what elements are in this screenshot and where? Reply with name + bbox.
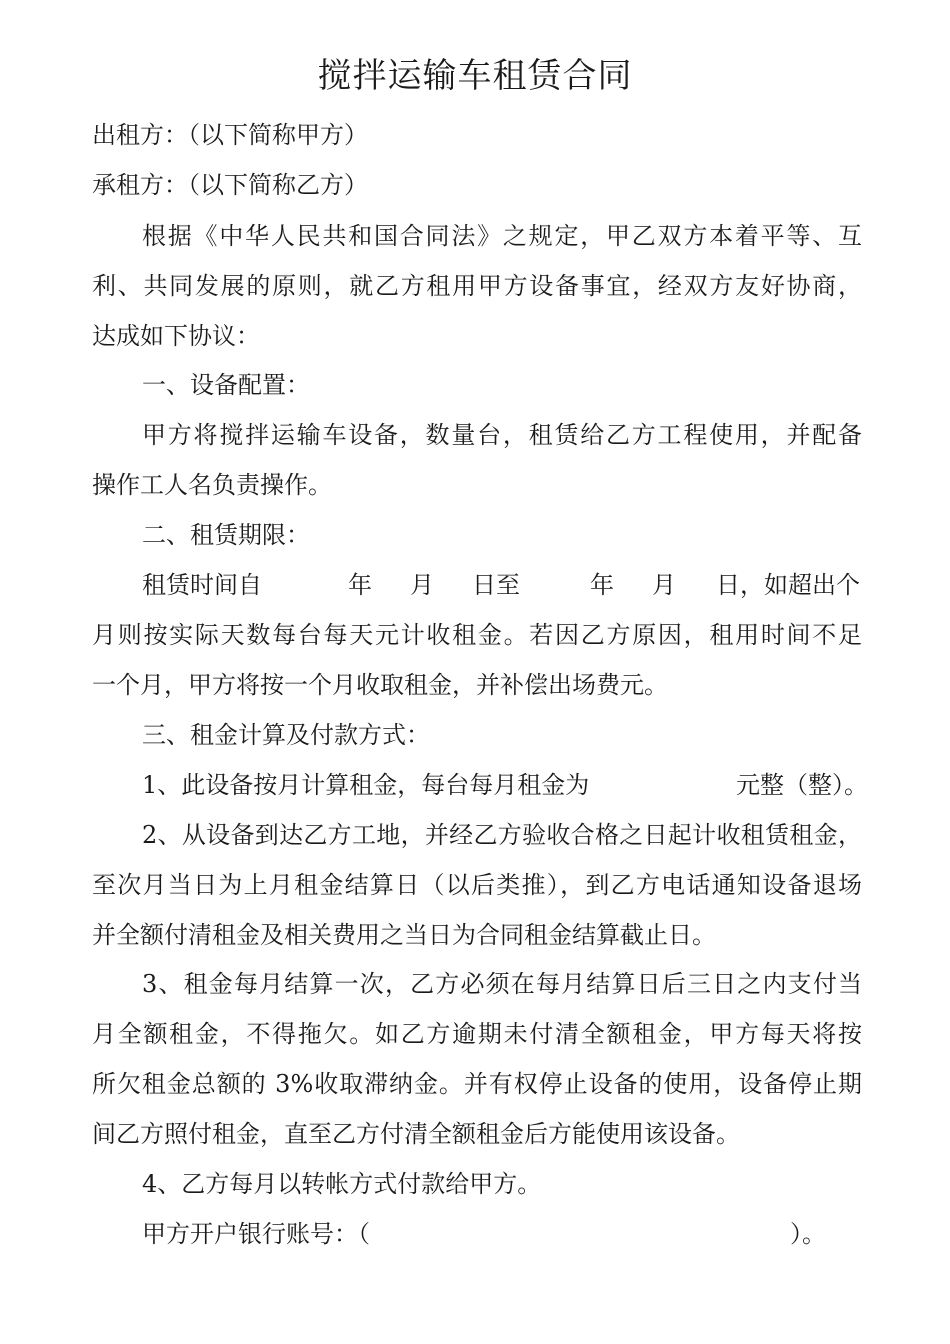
preamble-line-2: 利、共同发展的原则，就乙方租用甲方设备事宜，经双方友好协商， — [92, 272, 862, 300]
preamble-line-1: 根据《中华人民共和国合同法》之规定，甲乙双方本着平等、互 — [142, 222, 862, 250]
section-1-heading: 一、设备配置： — [142, 371, 310, 399]
bank-account-label: 甲方开户银行账号：（ — [142, 1220, 370, 1248]
item-3-line-4: 间乙方照付租金，直至乙方付清全额租金后方能使用该设备。 — [92, 1120, 740, 1148]
lease-period-month-1: 月 — [410, 571, 434, 599]
lease-period-from: 租赁时间自 — [142, 571, 262, 599]
section-2-line-3: 一个月，甲方将按一个月收取租金，并补偿出场费元。 — [92, 671, 668, 699]
item-1-text: 1、此设备按月计算租金，每台每月租金为 — [142, 771, 590, 799]
item-2-line-2: 至次月当日为上月租金结算日（以后类推），到乙方电话通知设备退场 — [92, 871, 862, 899]
item-4-line: 4、乙方每月以转帐方式付款给甲方。 — [142, 1170, 542, 1198]
lease-period-day-to: 日至 — [472, 571, 520, 599]
item-3-line-2: 月全额租金，不得拖欠。如乙方逾期未付清全额租金，甲方每天将按 — [92, 1020, 862, 1048]
section-1-line-1: 甲方将搅拌运输车设备，数量台，租赁给乙方工程使用，并配备 — [142, 421, 862, 449]
item-2-line-3: 并全额付清租金及相关费用之当日为合同租金结算截止日。 — [92, 921, 716, 949]
preamble-line-3: 达成如下协议： — [92, 322, 260, 350]
item-1-line — [142, 768, 868, 802]
lessor-line: 出租方：（以下简称甲方） — [92, 121, 368, 149]
section-2-heading: 二、租赁期限： — [142, 521, 310, 549]
lease-period-year-1: 年 — [348, 571, 372, 599]
section-3-heading: 三、租金计算及付款方式： — [142, 721, 430, 749]
bank-account-close: ）。 — [790, 1220, 826, 1248]
section-2-line-2: 月则按实际天数每台每天元计收租金。若因乙方原因，租用时间不足 — [92, 621, 862, 649]
lease-period-year-2: 年 — [590, 571, 614, 599]
item-3-line-1: 3、租金每月结算一次，乙方必须在每月结算日后三日之内支付当 — [142, 970, 862, 998]
item-2-line-1: 2、从设备到达乙方工地，并经乙方验收合格之日起计收租赁租金， — [142, 821, 862, 849]
lease-period-line — [142, 568, 862, 602]
bank-account-line — [142, 1217, 862, 1251]
document-title: 搅拌运输车租赁合同 — [317, 56, 633, 96]
item-3-line-3: 所欠租金总额的 3%收取滞纳金。并有权停止设备的使用，设备停止期 — [92, 1070, 862, 1098]
lessee-line: 承租方：（以下简称乙方） — [92, 171, 368, 199]
section-1-line-2: 操作工人名负责操作。 — [92, 471, 332, 499]
lease-period-month-2: 月 — [652, 571, 676, 599]
item-1-amount: 元整（整）。 — [736, 771, 868, 799]
lease-period-day-end: 日，如超出个 — [716, 571, 860, 599]
